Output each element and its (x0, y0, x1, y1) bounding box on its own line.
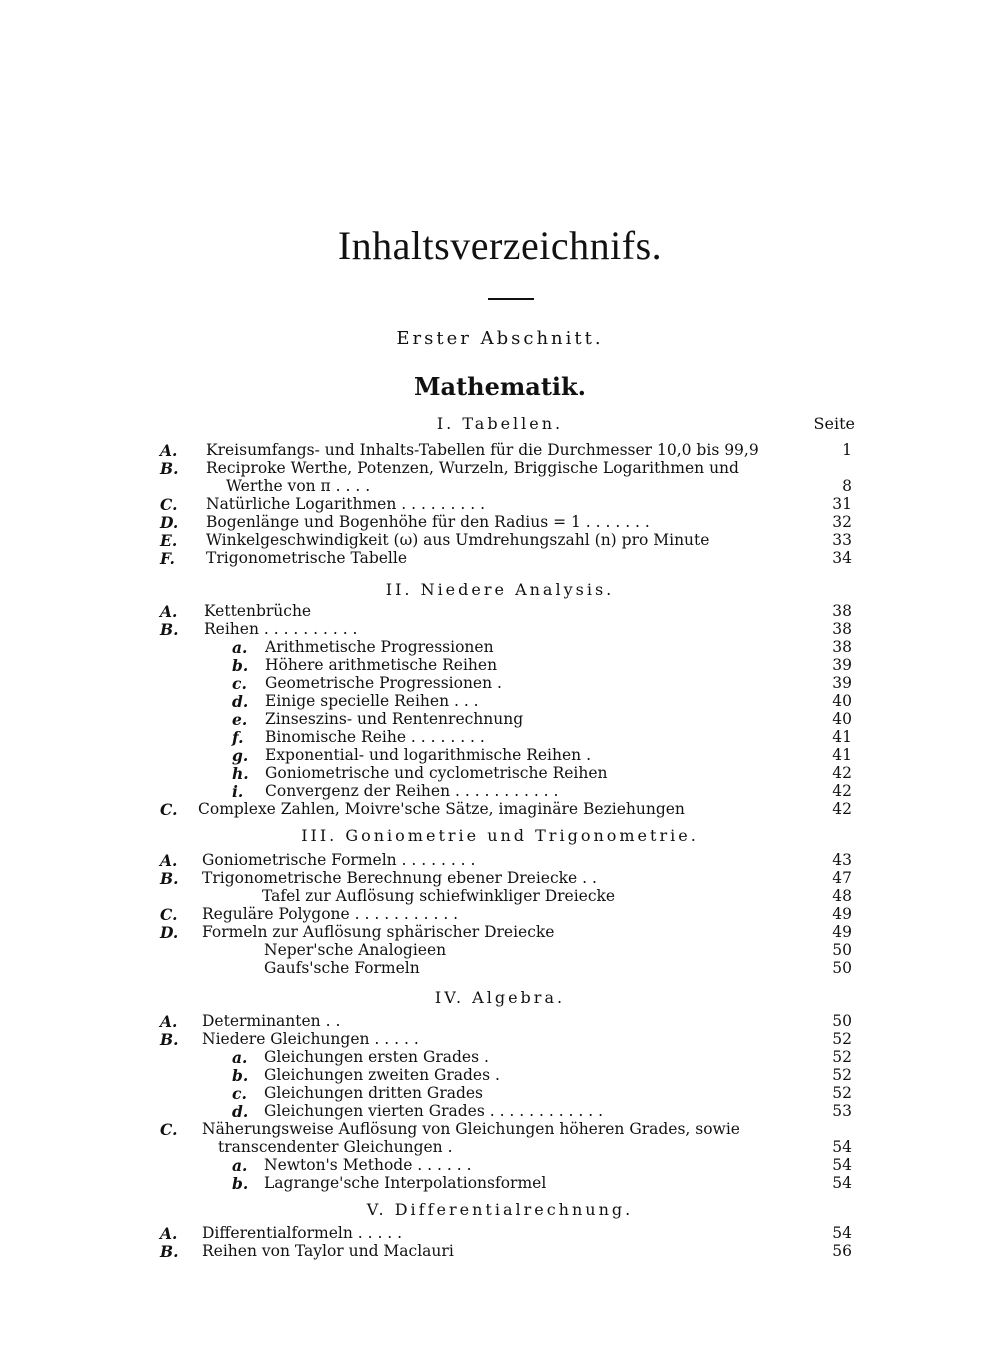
entry-page: 32 (832, 513, 852, 531)
toc-entry (0, 602, 1000, 620)
entry-page: 41 (832, 746, 852, 764)
toc-entry (0, 531, 1000, 549)
entry-page: 40 (832, 692, 852, 710)
entry-title: Gleichungen vierten Grades . . . . . . . . . . . . (264, 1102, 604, 1120)
page-title: Inhaltsverzeichnifs. (337, 223, 663, 268)
entry-page: 38 (832, 620, 852, 638)
entry-page: 31 (832, 495, 852, 513)
entry-title: Complexe Zahlen, Moivre'sche Sätze, imaginäre Beziehungen (198, 800, 685, 818)
toc-entry (0, 638, 1000, 656)
entry-letter: A. (160, 441, 178, 460)
entry-page: 52 (832, 1066, 852, 1084)
toc-entry (0, 1156, 1000, 1174)
entry-page: 39 (832, 656, 852, 674)
entry-letter: D. (160, 923, 179, 942)
toc-entry (0, 941, 1000, 959)
entry-letter: A. (160, 1012, 178, 1031)
entry-title: Gleichungen zweiten Grades . (264, 1066, 500, 1084)
entry-page: 52 (832, 1030, 852, 1048)
entry-letter: C. (160, 1120, 178, 1139)
entry-title: Formeln zur Auflösung sphärischer Dreiecke (202, 923, 555, 941)
entry-page: 38 (832, 602, 852, 620)
entry-page: 54 (832, 1156, 852, 1174)
toc-entry (0, 1084, 1000, 1102)
subject-title: Mathematik. (413, 372, 587, 401)
entry-title: Einige specielle Reihen . . . (265, 692, 479, 710)
entry-title: Goniometrische und cyclometrische Reihen (265, 764, 608, 782)
entry-letter: e. (232, 710, 248, 729)
entry-letter: B. (160, 459, 179, 478)
entry-page: 50 (832, 941, 852, 959)
toc-entry (0, 674, 1000, 692)
section-title: Erster Abschnitt. (396, 328, 604, 349)
entry-letter: C. (160, 800, 178, 819)
entry-letter: A. (160, 851, 178, 870)
entry-page: 53 (832, 1102, 852, 1120)
toc-entry (0, 1242, 1000, 1260)
heading-tabellen: I. Tabellen. (436, 414, 564, 433)
entry-letter: B. (160, 1030, 179, 1049)
entry-page: 40 (832, 710, 852, 728)
entry-page: 52 (832, 1048, 852, 1066)
toc-entry (0, 620, 1000, 638)
entry-title: Arithmetische Progressionen (265, 638, 494, 656)
entry-page: 39 (832, 674, 852, 692)
entry-title: Zinseszins- und Rentenrechnung (265, 710, 524, 728)
toc-entry (0, 710, 1000, 728)
toc-entry (0, 905, 1000, 923)
entry-page: 38 (832, 638, 852, 656)
toc-entry (0, 477, 1000, 495)
toc-entry (0, 800, 1000, 818)
entry-title: Exponential- und logarithmische Reihen . (265, 746, 592, 764)
entry-title: Gleichungen dritten Grades (264, 1084, 484, 1102)
entry-letter: a. (232, 1048, 248, 1067)
entry-title: Gaufs'sche Formeln (264, 959, 420, 977)
entry-letter: D. (160, 513, 179, 532)
toc-entry (0, 1224, 1000, 1242)
entry-letter: B. (160, 869, 179, 888)
entry-page: 52 (832, 1084, 852, 1102)
toc-entry (0, 1048, 1000, 1066)
entry-title: Reihen . . . . . . . . . . (204, 620, 358, 638)
entry-page: 34 (832, 549, 852, 567)
entry-letter: B. (160, 1242, 179, 1261)
entry-page: 54 (832, 1224, 852, 1242)
toc-entry (0, 549, 1000, 567)
entry-page: 42 (832, 782, 852, 800)
entry-page: 33 (832, 531, 852, 549)
entry-page: 49 (832, 905, 852, 923)
entry-title: Geometrische Progressionen . (265, 674, 502, 692)
entry-title: Neper'sche Analogieen (264, 941, 447, 959)
entry-title: Niedere Gleichungen . . . . . (202, 1030, 419, 1048)
toc-entry (0, 692, 1000, 710)
entry-title: Gleichungen ersten Grades . (264, 1048, 489, 1066)
toc-entry (0, 887, 1000, 905)
entry-letter: h. (232, 764, 249, 783)
toc-entry (0, 656, 1000, 674)
entry-page: 47 (832, 869, 852, 887)
entry-page: 54 (832, 1138, 852, 1156)
entry-letter: f. (232, 728, 244, 747)
entry-title: Bogenlänge und Bogenhöhe für den Radius = 1 . . . . . . . (206, 513, 650, 531)
heading-goniometrie: III. Goniometrie und Trigonometrie. (301, 826, 699, 845)
toc-entry (0, 923, 1000, 941)
entry-letter: i. (232, 782, 244, 801)
entry-letter: C. (160, 495, 178, 514)
entry-title: Lagrange'sche Interpolationsformel (264, 1174, 547, 1192)
page-column-label: Seite (813, 414, 855, 433)
entry-page: 56 (832, 1242, 852, 1260)
entry-letter: g. (232, 746, 249, 765)
entry-letter: F. (160, 549, 175, 568)
heading-niedere-analysis: II. Niedere Analysis. (385, 580, 615, 599)
entry-letter: B. (160, 620, 179, 639)
toc-entry (0, 746, 1000, 764)
entry-title: Tafel zur Auflösung schiefwinkliger Dreiecke (262, 887, 616, 905)
toc-entry (0, 869, 1000, 887)
entry-page: 42 (832, 764, 852, 782)
entry-letter: b. (232, 1066, 249, 1085)
entry-title: Trigonometrische Berechnung ebener Dreiecke . . (202, 869, 597, 887)
entry-title: Trigonometrische Tabelle (206, 549, 408, 567)
entry-title: Reciproke Werthe, Potenzen, Wurzeln, Briggische Logarithmen und (206, 459, 739, 477)
entry-page: 48 (832, 887, 852, 905)
entry-title: Goniometrische Formeln . . . . . . . . (202, 851, 476, 869)
entry-title: transcendenter Gleichungen . (218, 1138, 453, 1156)
entry-letter: A. (160, 1224, 178, 1243)
toc-entry (0, 764, 1000, 782)
entry-letter: b. (232, 656, 249, 675)
toc-entry (0, 495, 1000, 513)
toc-entry (0, 441, 1000, 459)
entry-title: Binomische Reihe . . . . . . . . (265, 728, 485, 746)
entry-letter: C. (160, 905, 178, 924)
entry-title: Höhere arithmetische Reihen (265, 656, 498, 674)
toc-entry (0, 1102, 1000, 1120)
entry-title: Determinanten . . (202, 1012, 341, 1030)
heading-differentialrechnung: V. Differentialrechnung. (366, 1200, 634, 1219)
entry-title: Näherungsweise Auflösung von Gleichungen höheren Grades, sowie (202, 1120, 740, 1138)
entry-letter: E. (160, 531, 178, 550)
entry-page: 8 (842, 477, 852, 495)
toc-entry (0, 728, 1000, 746)
entry-letter: c. (232, 1084, 247, 1103)
entry-title: Differentialformeln . . . . . (202, 1224, 403, 1242)
entry-letter: a. (232, 1156, 248, 1175)
entry-title: Reguläre Polygone . . . . . . . . . . . (202, 905, 459, 923)
entry-page: 49 (832, 923, 852, 941)
entry-page: 41 (832, 728, 852, 746)
toc-entry (0, 782, 1000, 800)
entry-letter: c. (232, 674, 247, 693)
entry-title: Reihen von Taylor und Maclauri (202, 1242, 454, 1260)
entry-title: Convergenz der Reihen . . . . . . . . . . . (265, 782, 559, 800)
entry-title: Natürliche Logarithmen . . . . . . . . . (206, 495, 486, 513)
toc-entry (0, 459, 1000, 477)
toc-entry (0, 851, 1000, 869)
toc-entry (0, 959, 1000, 977)
entry-title: Kettenbrüche (204, 602, 312, 620)
entry-page: 50 (832, 1012, 852, 1030)
entry-title: Kreisumfangs- und Inhalts-Tabellen für die Durchmesser 10,0 bis 99,9 (206, 441, 759, 459)
toc-entry (0, 1030, 1000, 1048)
entry-page: 42 (832, 800, 852, 818)
title-rule (488, 298, 534, 300)
toc-entry (0, 513, 1000, 531)
heading-algebra: IV. Algebra. (434, 988, 566, 1007)
entry-page: 54 (832, 1174, 852, 1192)
entry-letter: b. (232, 1174, 249, 1193)
entry-page: 1 (842, 441, 852, 459)
toc-entry (0, 1120, 1000, 1138)
entry-letter: d. (232, 1102, 249, 1121)
entry-letter: a. (232, 638, 248, 657)
toc-entry (0, 1012, 1000, 1030)
entry-page: 43 (832, 851, 852, 869)
entry-letter: A. (160, 602, 178, 621)
entry-page: 50 (832, 959, 852, 977)
entry-title: Werthe von π . . . . (226, 477, 371, 495)
toc-entry (0, 1066, 1000, 1084)
entry-title: Winkelgeschwindigkeit (ω) aus Umdrehungszahl (n) pro Minute (206, 531, 710, 549)
toc-entry (0, 1174, 1000, 1192)
toc-entry (0, 1138, 1000, 1156)
entry-letter: d. (232, 692, 249, 711)
entry-title: Newton's Methode . . . . . . (264, 1156, 472, 1174)
